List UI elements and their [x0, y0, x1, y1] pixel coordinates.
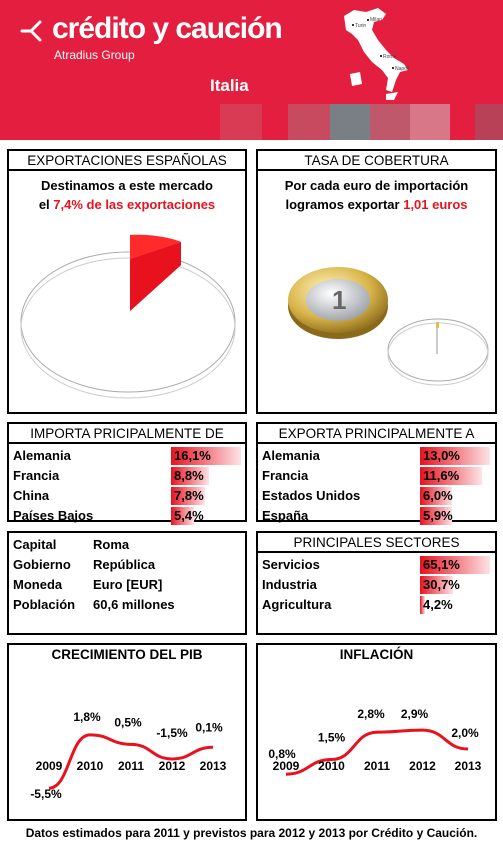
data-label: 0,1% [195, 720, 223, 735]
exporta-row [262, 507, 494, 525]
importa-row-label: Francia [13, 468, 60, 483]
sectores-row [262, 556, 494, 574]
info-label: Moneda [13, 577, 63, 592]
exportaciones-value: 7,4% de las exportaciones [53, 197, 216, 212]
map-city-label: Turin [355, 23, 367, 29]
data-label: 1,5% [317, 730, 346, 745]
cobertura-panel [256, 149, 497, 414]
exporta-row-label: Alemania [262, 448, 320, 463]
x-tick-label: 2013 [199, 759, 227, 773]
importa-title: IMPORTA PRICIPALMENTE DE [9, 424, 245, 444]
importa-row-value: 5,4% [174, 508, 204, 523]
footer-note: Datos estimados para 2011 y previstos para 2012 y 2013 por Crédito y Caución. [25, 826, 478, 840]
exporta-row-label: España [262, 508, 309, 523]
sectores-row [262, 596, 494, 614]
data-label: 0,5% [114, 715, 142, 730]
cobertura-prefix: logramos exportar [285, 197, 404, 212]
data-label: -1,5% [156, 725, 188, 740]
pib-panel [7, 643, 247, 821]
cobertura-line1: Por cada euro de importación [284, 178, 469, 193]
x-tick-label: 2012 [409, 759, 436, 773]
sectores-row [262, 576, 494, 594]
data-label: 2,9% [400, 707, 429, 722]
cobertura-line2 [258, 197, 495, 212]
x-tick-label: 2009 [35, 759, 63, 773]
exportaciones-title: EXPORTACIONES ESPAÑOLAS [9, 151, 245, 171]
map-city-label: Rome [383, 54, 397, 60]
decor-strip [330, 104, 370, 140]
info-value: Roma [93, 537, 130, 552]
brand-name: crédito y caución [52, 12, 282, 45]
svg-text:1: 1 [332, 285, 347, 315]
importa-panel [7, 422, 247, 522]
inflacion-title: INFLACIÓN [339, 647, 414, 662]
exporta-row-value: 11,6% [423, 468, 460, 483]
sectores-row-label: Agricultura [262, 597, 332, 612]
importa-row [13, 487, 245, 505]
data-label: 0,8% [268, 747, 296, 762]
importa-row [13, 447, 245, 465]
exporta-panel [256, 422, 497, 522]
exportaciones-panel [7, 149, 247, 414]
info-value: República [93, 557, 156, 572]
importa-row-value: 8,8% [174, 468, 204, 483]
x-tick-label: 2010 [76, 759, 104, 773]
cobertura-title: TASA DE COBERTURA [258, 151, 495, 171]
exportaciones-pie [9, 227, 245, 412]
exporta-row-value: 5,9% [423, 508, 453, 523]
pib-title: CRECIMIENTO DEL PIB [51, 647, 203, 662]
data-label: 1,8% [73, 709, 101, 724]
decor-strip [288, 104, 330, 140]
exporta-row-value: 13,0% [423, 448, 460, 463]
x-tick-label: 2011 [363, 759, 391, 773]
importa-row-label: China [13, 488, 50, 503]
map-city-label: Napoli [395, 66, 410, 72]
decor-strip [370, 104, 410, 140]
sectores-title: PRINCIPALES SECTORES [258, 533, 495, 553]
exportaciones-prefix: el [38, 197, 54, 212]
decor-strip [410, 104, 450, 140]
pib-chart [9, 667, 245, 817]
exporta-row-label: Francia [262, 468, 309, 483]
x-tick-label: 2010 [318, 759, 345, 773]
exportaciones-line1: Destinamos a este mercado [41, 178, 213, 193]
importa-row-value: 7,8% [174, 488, 204, 503]
cobertura-value: 1,01 euros [403, 197, 468, 212]
importa-row-value: 16,1% [174, 448, 211, 463]
x-tick-label: 2009 [272, 759, 300, 773]
sectores-row-value: 4,2% [423, 597, 453, 612]
sectores-panel [256, 531, 497, 635]
importa-row [13, 467, 245, 485]
importa-row [13, 507, 245, 525]
exporta-row-label: Estados Unidos [262, 488, 361, 503]
decor-strip [475, 104, 503, 140]
inflacion-panel [256, 643, 497, 821]
country-info-panel [7, 531, 247, 635]
header-banner [0, 0, 503, 140]
decor-strip [220, 104, 262, 140]
sectores-row-value: 65,1% [423, 557, 460, 572]
cobertura-pie [383, 314, 493, 404]
info-label: Población [13, 597, 76, 612]
brand-subtitle: Atradius Group [54, 48, 135, 62]
data-label: 2,0% [451, 726, 479, 740]
exportaciones-line2 [9, 197, 245, 212]
info-value: 60,6 millones [93, 597, 175, 612]
pie-slice-exportaciones [130, 235, 181, 311]
exporta-row [262, 447, 494, 465]
map-city-label: Milan [370, 17, 382, 23]
sectores-row-value: 30,7% [423, 577, 460, 592]
exporta-row [262, 467, 494, 485]
importa-row-label: Alemania [13, 448, 71, 463]
info-value: Euro [EUR] [93, 577, 163, 592]
country-title: Italia [210, 76, 249, 95]
x-tick-label: 2011 [117, 759, 145, 773]
info-label: Gobierno [13, 557, 71, 572]
data-label: -5,5% [30, 787, 62, 802]
sectores-row-label: Servicios [262, 557, 320, 572]
exporta-title: EXPORTA PRINCIPALMENTE A [258, 424, 495, 444]
brand-logo-icon [18, 16, 48, 46]
info-label: Capital [13, 537, 57, 552]
data-label: 2,8% [357, 707, 385, 722]
italy-map-icon [334, 4, 414, 104]
exporta-row [262, 487, 494, 505]
inflacion-chart [258, 667, 495, 817]
exporta-row-value: 6,0% [423, 488, 453, 503]
x-tick-label: 2013 [454, 759, 482, 773]
euro-coin-icon [282, 256, 392, 346]
sectores-row-label: Industria [262, 577, 317, 592]
importa-row-label: Países Bajos [13, 508, 94, 523]
x-tick-label: 2012 [158, 759, 186, 773]
